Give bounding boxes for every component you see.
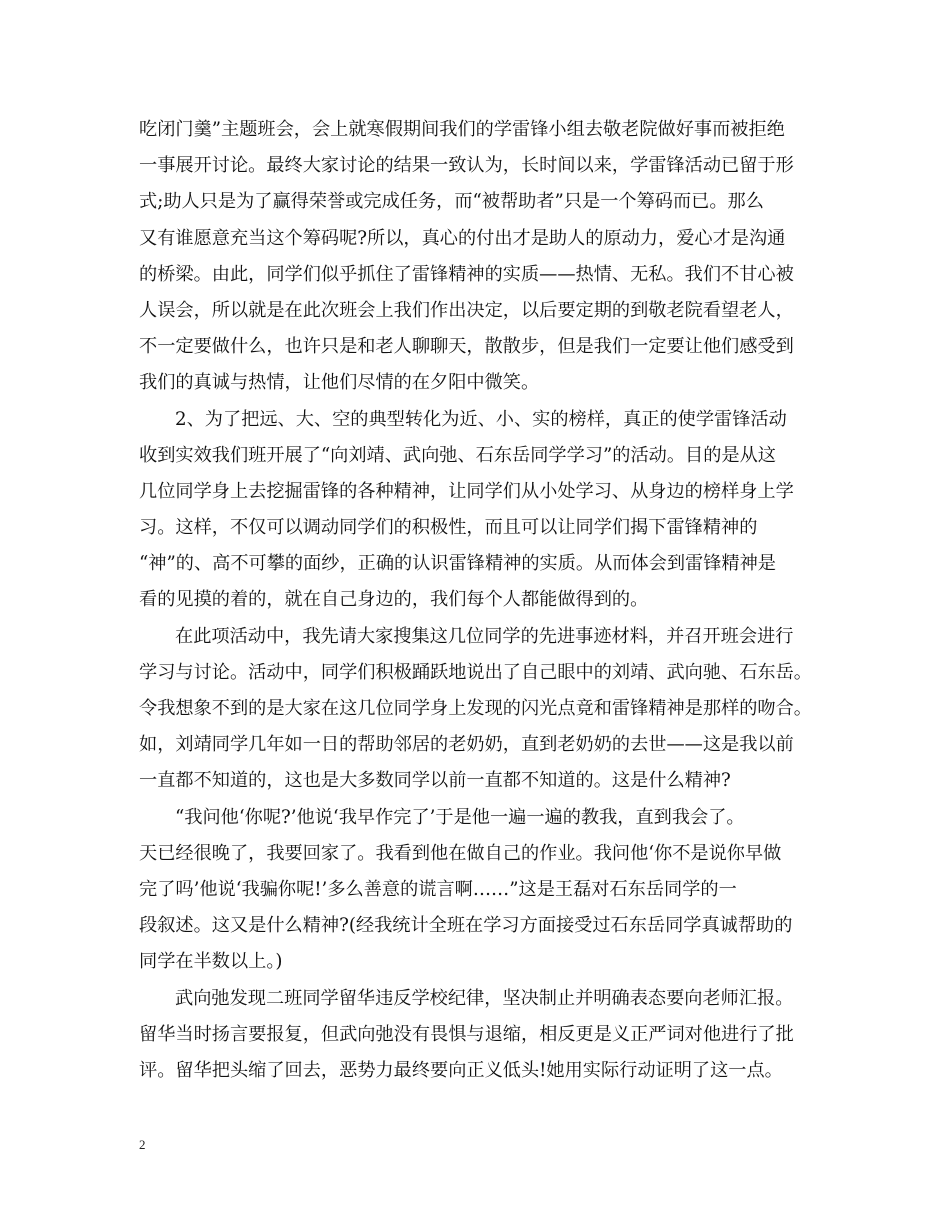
text-line: 我们的真诚与热情，让他们尽情的在夕阳中微笑。 xyxy=(139,372,540,394)
text-line: 收到实效我们班开展了“向刘靖、武向弛、石东岳同学学习”的活动。目的是从这 xyxy=(139,444,776,466)
text-line: 几位同学身上去挖掘雷锋的各种精神，让同学们从小处学习、从身边的榜样身上学 xyxy=(139,480,794,502)
text-line: 人误会，所以就是在此次班会上我们作出决定，以后要定期的到敬老院看望老人， xyxy=(139,299,794,321)
document-body xyxy=(139,112,814,1089)
text-line: 天已经很晚了，我要回家了。我看到他在做自己的作业。我问他‘你不是说你早做 xyxy=(139,842,782,864)
text-line: 留华当时扬言要报复，但武向弛没有畏惧与退缩，相反更是义正严词对他进行了批 xyxy=(139,1023,794,1045)
text-line: 武向弛发现二班同学留华违反学校纪律，坚决制止并明确表态要向老师汇报。 xyxy=(175,987,794,1009)
paragraph-5 xyxy=(139,981,814,1090)
paragraph-4 xyxy=(139,800,814,981)
text-line: 完了吗’他说‘我骗你呢!’多么善意的谎言啊……”这是王磊对石东岳同学的一 xyxy=(139,878,737,900)
paragraph-3 xyxy=(139,619,814,800)
page-number: 2 xyxy=(139,1137,146,1152)
text-line: 如，刘靖同学几年如一日的帮助邻居的老奶奶，直到老奶奶的去世——这是我以前 xyxy=(139,734,794,756)
text-line: 吃闭门羹”主题班会，会上就寒假期间我们的学雷锋小组去敬老院做好事而被拒绝 xyxy=(139,119,785,140)
text-line: 一直都不知道的，这也是大多数同学以前一直都不知道的。这是什么精神? xyxy=(139,770,731,792)
text-line: 令我想象不到的是大家在这几位同学身上发现的闪光点竟和雷锋精神是那样的吻合。 xyxy=(139,698,812,719)
text-line: 看的见摸的着的，就在自己身边的，我们每个人都能做得到的。 xyxy=(139,589,649,611)
paragraph-2 xyxy=(139,402,814,619)
text-line: 不一定要做什么，也许只是和老人聊聊天，散散步，但是我们一定要让他们感受到 xyxy=(139,336,794,358)
text-line: 式;助人只是为了赢得荣誉或完成任务，而“被帮助者”只是一个筹码而已。那么 xyxy=(139,191,764,213)
text-line: 2、为了把远、大、空的典型转化为近、小、实的榜样，真正的使学雷锋活动 xyxy=(175,408,787,430)
text-line: “我问他‘你呢?’他说‘我早作完了’于是他一遍一遍的教我，直到我会了。 xyxy=(175,806,745,828)
text-line: 在此项活动中，我先请大家搜集这几位同学的先进事迹材料，并召开班会进行 xyxy=(175,625,794,647)
text-line: 习。这样，不仅可以调动同学们的积极性，而且可以让同学们揭下雷锋精神的 xyxy=(139,517,758,539)
text-line: “神”的、高不可攀的面纱，正确的认识雷锋精神的实质。从而体会到雷锋精神是 xyxy=(139,553,776,575)
text-line: 一事展开讨论。最终大家讨论的结果一致认为，长时间以来，学雷锋活动已留于形 xyxy=(139,155,794,177)
text-line: 学习与讨论。活动中，同学们积极踊跃地说出了自己眼中的刘靖、武向驰、石东岳。 xyxy=(139,661,812,683)
text-line: 的桥梁。由此，同学们似乎抓住了雷锋精神的实质——热情、无私。我们不甘心被 xyxy=(139,263,794,285)
text-line: 同学在半数以上。) xyxy=(139,951,283,973)
text-line: 评。留华把头缩了回去，恶势力最终要向正义低头!她用实际行动证明了这一点。 xyxy=(139,1059,783,1081)
text-line: 又有谁愿意充当这个筹码呢?所以，真心的付出才是助人的原动力，爱心才是沟通 xyxy=(139,227,786,249)
paragraph-1 xyxy=(139,112,814,402)
text-line: 段叙述。这又是什么精神?(经我统计全班在学习方面接受过石东岳同学真诚帮助的 xyxy=(139,915,793,937)
